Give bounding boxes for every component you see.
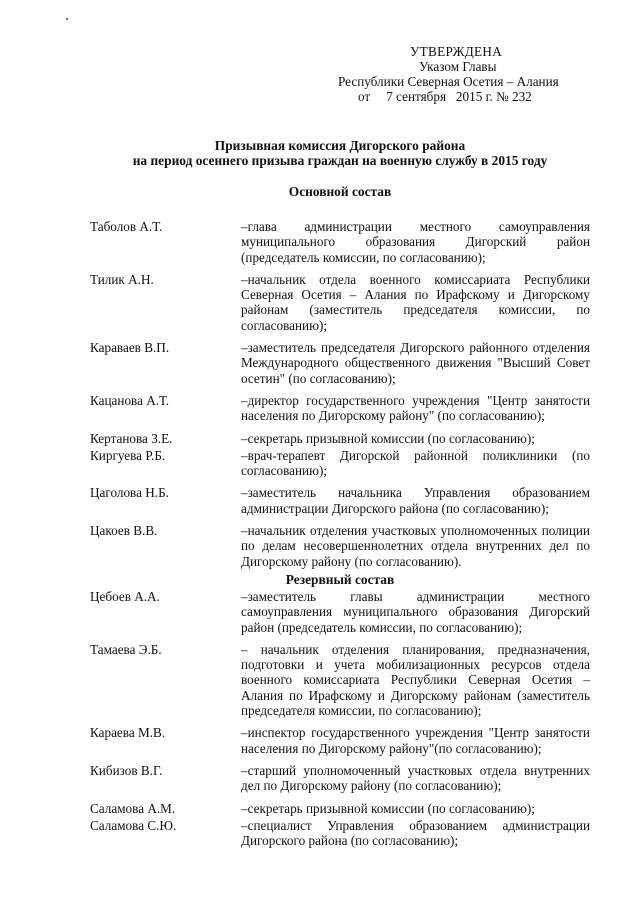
list-item [90, 340, 590, 386]
list-item [90, 801, 590, 816]
main-members-list [90, 219, 590, 576]
member-name: Саламова С.Ю. [90, 817, 177, 833]
member-name: Кертанова З.Е. [90, 430, 173, 446]
list-item [90, 393, 590, 424]
list-item [90, 431, 590, 446]
member-name: Тамаева Э.Б. [90, 641, 162, 657]
approval-republic: Республики Северная Осетия – Алания [338, 74, 559, 89]
member-role: –врач-терапевт Дигорской районной поликлиники (по согласованию); [241, 447, 590, 479]
member-name: Кибизов В.Г. [90, 762, 163, 778]
approval-date-line [338, 89, 598, 104]
member-name: Тилик А.Н. [90, 271, 154, 287]
member-role: –глава администрации местного самоуправления муниципального образования Дигорский район (председатель комиссии, по согласованию); [241, 219, 590, 265]
member-role: –инспектор государственного учреждения "Центр занятости населения по Дигорскому району"(по согласованию); [241, 725, 590, 756]
list-item [90, 642, 590, 718]
list-item [90, 818, 590, 849]
member-name: Караева М.В. [90, 725, 166, 741]
approval-date: 7 сентября 2015 г. № 232 [386, 89, 532, 104]
approval-decree: Указом Главы [419, 59, 497, 74]
member-role: –начальник отделения участковых уполномоченных полиции по делам несовершеннолетних отдела внутренних дел по Дигорскому району (по согласованию). [241, 523, 590, 569]
reserve-members-list [90, 589, 590, 855]
member-role: –начальник отдела военного комиссариата Республики Северная Осетия – Алания по Ирафскому и Дигорскому районам (заместитель председателя комиссии, по согласованию); [241, 271, 590, 333]
document-title-line-1: Призывная комиссия Дигорского района [214, 138, 466, 153]
document-title-line-2: на период осеннего призыва граждан на военную службу в 2015 году [132, 153, 548, 168]
list-item [90, 485, 590, 516]
member-role: –старший уполномоченный участковых отдела внутренних дел по Дигорскому району (по согласованию); [241, 762, 590, 794]
member-role: –специалист Управления образованием администрации Дигорского района (по согласованию); [241, 817, 590, 849]
member-role: –заместитель главы администрации местного самоуправления муниципального образования Дигорский район (председатель комиссии, по согласованию); [241, 589, 590, 635]
list-item [90, 272, 590, 333]
member-role: –заместитель начальника Управления образованием администрации Дигорского района (по согласованию); [241, 485, 590, 516]
reserve-section-heading: Резервный состав [285, 572, 395, 587]
approval-stamp-block [338, 44, 598, 104]
list-item [90, 763, 590, 794]
approval-title: УТВЕРЖДЕНА [410, 44, 503, 59]
list-item [90, 725, 590, 756]
member-name: Цаголова Н.Б. [90, 485, 169, 501]
member-role: –секретарь призывной комиссии (по согласованию); [241, 430, 535, 446]
list-item [90, 219, 590, 265]
document-title [60, 138, 620, 168]
member-role: – начальник отделения планирования, предназначения, подготовки и учета мобилизационных ресурсов отдела военного комиссариата Республики Северная Осетия – Алания по Ирафскому и Дигорскому районам (заместитель председателя комиссии, по согласованию); [241, 641, 590, 719]
list-item [90, 448, 590, 479]
member-name: Караваев В.П. [90, 340, 170, 356]
scan-speck [66, 18, 68, 20]
approval-date-prefix: от [358, 89, 371, 104]
list-item [90, 523, 590, 569]
member-name: Цебоев А.А. [90, 589, 160, 604]
member-role: –секретарь призывной комиссии (по согласованию); [241, 800, 535, 816]
member-role: –директор государственного учреждения "Центр занятости населения по Дигорскому району" (по согласованию); [241, 392, 590, 424]
member-name: Киргуева Р.Б. [90, 447, 166, 463]
list-item [90, 589, 590, 635]
member-name: Саламова А.М. [90, 800, 176, 816]
member-name: Цакоев В.В. [90, 523, 158, 539]
member-name: Таболов А.Т. [90, 219, 163, 234]
member-name: Кацанова А.Т. [90, 392, 170, 408]
main-section-heading: Основной состав [288, 184, 392, 199]
member-role: –заместитель председателя Дигорского районного отделения Международного общественного движения "Высший Совет осетин" (по согласованию); [241, 340, 590, 386]
